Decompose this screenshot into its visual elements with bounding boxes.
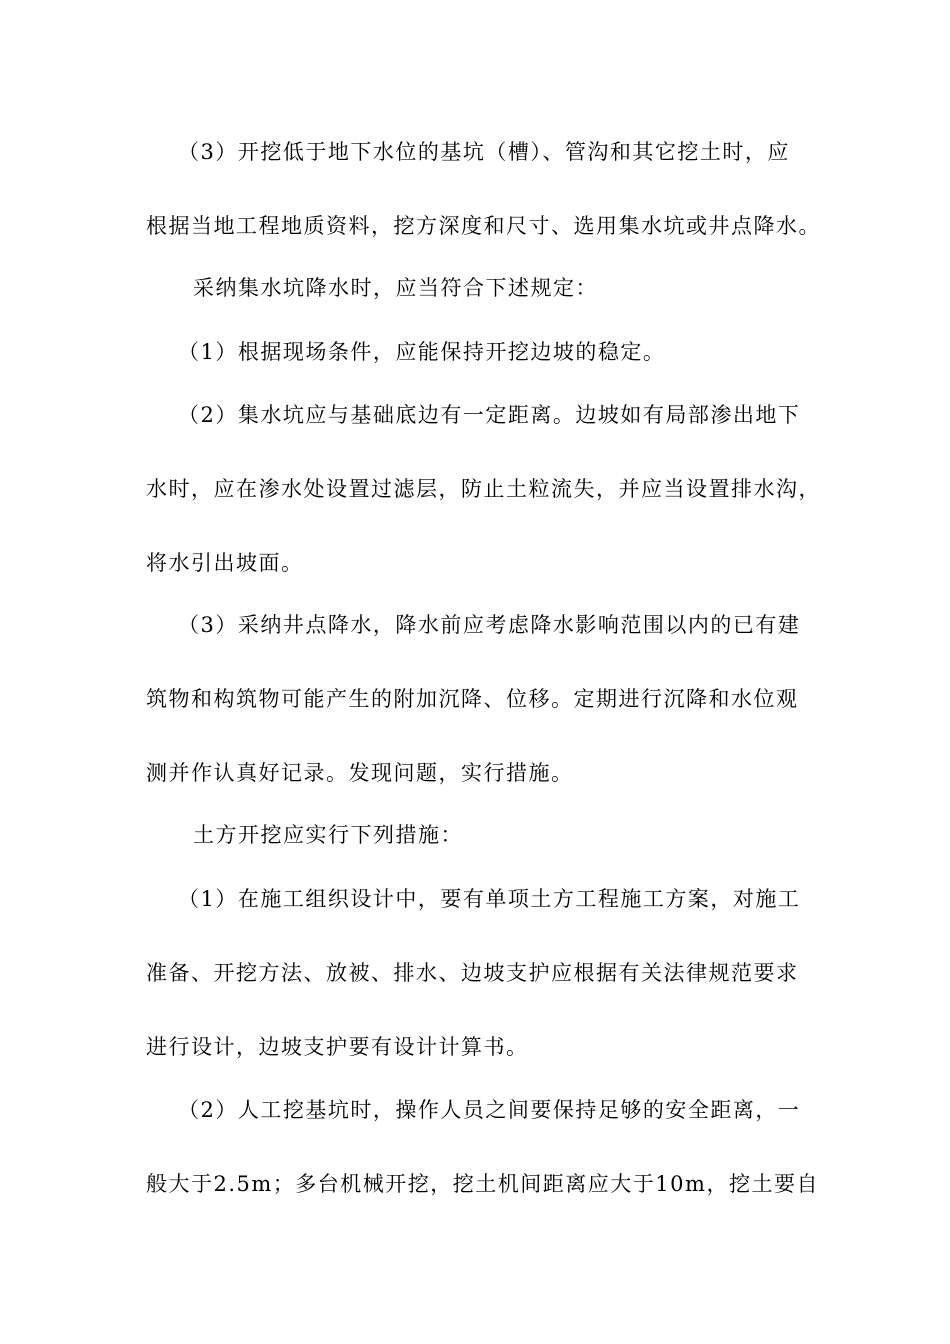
text-line-16: 般大于2.5m；多台机械开挖，挖土机间距离应大于10m，挖土要自 — [146, 1172, 819, 1196]
text-line-14: 进行设计，边坡支护要有设计计算书。 — [146, 1035, 529, 1059]
text-line-4: （1）根据现场条件，应能保持开挖边坡的稳定。 — [178, 340, 666, 364]
text-line-8: （3）采纳井点降水，降水前应考虑降水影响范围以内的已有建 — [178, 613, 801, 637]
text-line-3: 采纳集水坑降水时，应当符合下述规定： — [193, 276, 598, 300]
text-line-12: （1）在施工组织设计中，要有单项土方工程施工方案，对施工 — [178, 887, 801, 911]
text-line-7: 将水引出坡面。 — [146, 551, 304, 575]
text-line-15: （2）人工挖基坑时，操作人员之间要保持足够的安全距离，一 — [178, 1098, 801, 1122]
text-line-1: （3）开挖低于地下水位的基坑（槽）、管沟和其它挖土时，应 — [178, 140, 790, 164]
text-line-13: 准备、开挖方法、放被、排水、边坡支护应根据有关法律规范要求 — [146, 961, 799, 985]
text-line-11: 土方开挖应实行下列措施： — [193, 823, 463, 847]
text-line-6: 水时，应在渗水处设置过滤层，防止土粒流失，并应当设置排水沟， — [146, 477, 821, 501]
text-line-2: 根据当地工程地质资料，挖方深度和尺寸、选用集水坑或井点降水。 — [146, 214, 821, 238]
text-line-9: 筑物和构筑物可能产生的附加沉降、位移。定期进行沉降和水位观 — [146, 687, 799, 711]
text-line-5: （2）集水坑应与基础底边有一定距离。边坡如有局部渗出地下 — [178, 403, 801, 427]
text-line-10: 测并作认真好记录。发现问题，实行措施。 — [146, 761, 574, 785]
